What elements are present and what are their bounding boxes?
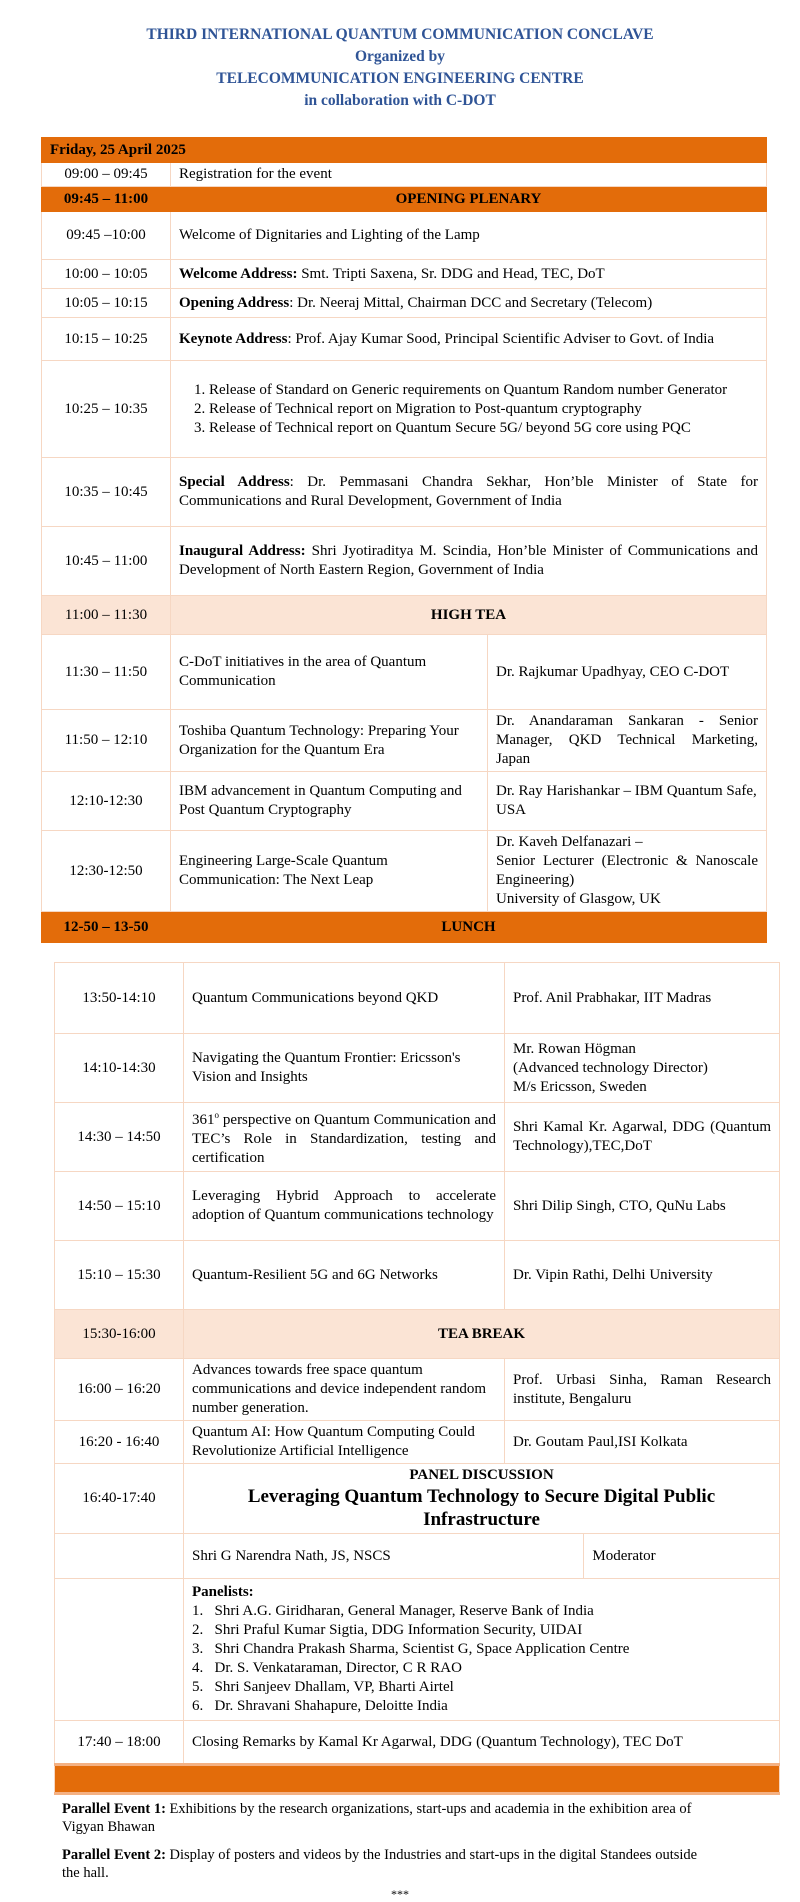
tea-break-row xyxy=(55,1310,780,1359)
session-text: Registration for the event xyxy=(171,163,767,187)
session-time: 12-50 – 13-50 xyxy=(42,912,171,943)
orange-divider xyxy=(55,1765,780,1794)
talk-title: Toshiba Quantum Technology: Preparing Your Organization for the Quantum Era xyxy=(171,710,488,772)
table-row xyxy=(42,212,767,260)
session-time: 16:40-17:40 xyxy=(55,1464,184,1534)
release-list xyxy=(171,361,767,458)
opening-plenary-row xyxy=(42,187,767,212)
table-row xyxy=(42,831,767,912)
session-time: 09:00 – 09:45 xyxy=(42,163,171,187)
table-row xyxy=(42,163,767,187)
session-time: 09:45 –10:00 xyxy=(42,212,171,260)
organized-by: Organized by xyxy=(355,48,445,65)
schedule-table-afternoon xyxy=(54,962,780,1795)
session-text: Opening Address: Dr. Neeraj Mittal, Chairman DCC and Secretary (Telecom) xyxy=(171,289,767,318)
talk-title: IBM advancement in Quantum Computing and Post Quantum Cryptography xyxy=(171,772,488,831)
session-heading: OPENING PLENARY xyxy=(171,187,767,212)
schedule-table-morning xyxy=(41,137,767,943)
table-row xyxy=(42,260,767,289)
list-item: 6. Dr. Shravani Shahapure, Deloitte India xyxy=(192,1698,448,1714)
parallel-events xyxy=(62,1800,702,1892)
empty-time xyxy=(55,1534,184,1579)
talk-title: Advances towards free space quantum communications and device independent random number generation. xyxy=(184,1359,505,1421)
table-row xyxy=(42,635,767,710)
closing-band xyxy=(55,1765,780,1794)
session-time: 16:20 - 16:40 xyxy=(55,1421,184,1464)
end-mark: *** xyxy=(391,1887,409,1901)
list-item: 3. Shri Chandra Prakash Sharma, Scientist G, Space Application Centre xyxy=(192,1641,630,1657)
session-text: Welcome of Dignitaries and Lighting of the Lamp xyxy=(171,212,767,260)
talk-title: Navigating the Quantum Frontier: Ericsson's Vision and Insights xyxy=(184,1034,505,1103)
date-label: Friday, 25 April 2025 xyxy=(42,138,767,163)
table-row xyxy=(42,527,767,596)
document-header xyxy=(0,0,800,112)
list-item: 4. Dr. S. Venkataraman, Director, C R RAO xyxy=(192,1660,462,1676)
session-text: Welcome Address: Smt. Tripti Saxena, Sr. DDG and Head, TEC, DoT xyxy=(171,260,767,289)
lunch-row xyxy=(42,912,767,943)
empty-time xyxy=(55,1579,184,1721)
list-item: 2. Release of Technical report on Migration to Post-quantum cryptography xyxy=(209,400,758,419)
session-text: Special Address: Dr. Pemmasani Chandra Sekhar, Hon’ble Minister of State for Communications and Rural Development, Government of India xyxy=(171,458,767,527)
panel-heading xyxy=(184,1464,780,1534)
list-item: 5. Shri Sanjeev Dhallam, VP, Bharti Airtel xyxy=(192,1679,454,1695)
table-row xyxy=(55,963,780,1034)
talk-speaker: Dr. Kaveh Delfanazari – Senior Lecturer (Electronic & Nanoscale Engineering) University of Glasgow, UK xyxy=(488,831,767,912)
session-time: 15:30-16:00 xyxy=(55,1310,184,1359)
talk-title: Engineering Large-Scale Quantum Communication: The Next Leap xyxy=(171,831,488,912)
table-row xyxy=(55,1359,780,1421)
talk-speaker: Prof. Urbasi Sinha, Raman Research institute, Bengaluru xyxy=(505,1359,780,1421)
talk-speaker: Dr. Rajkumar Upadhyay, CEO C-DOT xyxy=(488,635,767,710)
collaboration-line: in collaboration with C-DOT xyxy=(304,92,496,109)
session-text: Keynote Address: Prof. Ajay Kumar Sood, Principal Scientific Adviser to Govt. of India xyxy=(171,318,767,361)
date-row xyxy=(42,138,767,163)
session-time: 17:40 – 18:00 xyxy=(55,1721,184,1765)
talk-speaker: Mr. Rowan Högman (Advanced technology Director) M/s Ericsson, Sweden xyxy=(505,1034,780,1103)
parallel-event-1: Parallel Event 1: Exhibitions by the research organizations, start-ups and academia in the exhibition area of Vigyan Bhawan xyxy=(62,1801,692,1835)
session-time: 14:50 – 15:10 xyxy=(55,1172,184,1241)
session-time: 10:45 – 11:00 xyxy=(42,527,171,596)
organizer-name: TELECOMMUNICATION ENGINEERING CENTRE xyxy=(216,70,584,87)
session-time: 10:15 – 10:25 xyxy=(42,318,171,361)
table-row xyxy=(42,289,767,318)
table-row xyxy=(55,1241,780,1310)
session-time: 10:35 – 10:45 xyxy=(42,458,171,527)
talk-title: Quantum Communications beyond QKD xyxy=(184,963,505,1034)
session-time: 10:25 – 10:35 xyxy=(42,361,171,458)
parallel-event-2: Parallel Event 2: Display of posters and videos by the Industries and start-ups in the digital Standees outside the hall. xyxy=(62,1847,698,1881)
session-time: 11:50 – 12:10 xyxy=(42,710,171,772)
talk-title: Quantum-Resilient 5G and 6G Networks xyxy=(184,1241,505,1310)
session-time: 09:45 – 11:00 xyxy=(42,187,171,212)
talk-title: Leveraging Hybrid Approach to accelerate adoption of Quantum communications technology xyxy=(184,1172,505,1241)
table-row xyxy=(42,772,767,831)
moderator-name: Shri G Narendra Nath, JS, NSCS xyxy=(184,1534,584,1579)
session-heading: HIGH TEA xyxy=(171,596,767,635)
panelists-row xyxy=(55,1579,780,1721)
table-row xyxy=(42,710,767,772)
panel-title: Leveraging Quantum Technology to Secure Digital Public Infrastructure xyxy=(247,1486,716,1530)
talk-speaker: Dr. Goutam Paul,ISI Kolkata xyxy=(505,1421,780,1464)
talk-speaker: Dr. Anandaraman Sankaran - Senior Manager, QKD Technical Marketing, Japan xyxy=(488,710,767,772)
table-row xyxy=(42,361,767,458)
conclave-title: THIRD INTERNATIONAL QUANTUM COMMUNICATION CONCLAVE xyxy=(146,26,654,43)
talk-speaker: Shri Kamal Kr. Agarwal, DDG (Quantum Technology),TEC,DoT xyxy=(505,1103,780,1172)
session-heading: LUNCH xyxy=(171,912,767,943)
session-heading: TEA BREAK xyxy=(184,1310,780,1359)
session-time: 14:30 – 14:50 xyxy=(55,1103,184,1172)
session-time: 15:10 – 15:30 xyxy=(55,1241,184,1310)
table-row xyxy=(42,318,767,361)
table-row xyxy=(55,1103,780,1172)
session-text: Closing Remarks by Kamal Kr Agarwal, DDG (Quantum Technology), TEC DoT xyxy=(184,1721,780,1765)
table-row xyxy=(55,1421,780,1464)
session-time: 13:50-14:10 xyxy=(55,963,184,1034)
session-time: 12:30-12:50 xyxy=(42,831,171,912)
talk-speaker: Prof. Anil Prabhakar, IIT Madras xyxy=(505,963,780,1034)
list-item: 2. Shri Praful Kumar Sigtia, DDG Information Security, UIDAI xyxy=(192,1622,583,1638)
session-time: 12:10-12:30 xyxy=(42,772,171,831)
talk-title: Quantum AI: How Quantum Computing Could Revolutionize Artificial Intelligence xyxy=(184,1421,505,1464)
session-time: 11:00 – 11:30 xyxy=(42,596,171,635)
table-row xyxy=(42,458,767,527)
moderator-role: Moderator xyxy=(584,1534,780,1579)
table-row xyxy=(55,1172,780,1241)
talk-title: 361$^o$ perspective on Quantum Communication and TEC’s Role in Standardization, testing and certification xyxy=(184,1103,505,1172)
table-row xyxy=(55,1721,780,1765)
talk-title: C-DoT initiatives in the area of Quantum Communication xyxy=(171,635,488,710)
session-time: 11:30 – 11:50 xyxy=(42,635,171,710)
panelists-list: Panelists: 1. Shri A.G. Giridharan, General Manager, Reserve Bank of India 2. Shri Praful Kumar Sigtia, DDG Information Security, UIDAI 3. Shri Chandra Prakash Sharma, Scientist G, Space Application Centre 4. Dr. S. Venkataraman, Director, C R RAO 5. Shri Sanjeev Dhallam, VP, Bharti Airtel 6. Dr. Shravani Shahapure, Deloitte India xyxy=(184,1579,780,1721)
talk-speaker: Shri Dilip Singh, CTO, QuNu Labs xyxy=(505,1172,780,1241)
list-item: 1. Release of Standard on Generic requirements on Quantum Random number Generator xyxy=(209,381,758,400)
session-time: 16:00 – 16:20 xyxy=(55,1359,184,1421)
talk-speaker: Dr. Vipin Rathi, Delhi University xyxy=(505,1241,780,1310)
session-time: 10:05 – 10:15 xyxy=(42,289,171,318)
talk-speaker: Dr. Ray Harishankar – IBM Quantum Safe, USA xyxy=(488,772,767,831)
table-row xyxy=(55,1034,780,1103)
panel-label: PANEL DISCUSSION xyxy=(409,1467,554,1483)
list-item: 3. Release of Technical report on Quantum Secure 5G/ beyond 5G core using PQC xyxy=(209,419,758,438)
session-text: Inaugural Address: Shri Jyotiraditya M. Scindia, Hon’ble Minister of Communications and Development of North Eastern Region, Government of India xyxy=(171,527,767,596)
session-time: 10:00 – 10:05 xyxy=(42,260,171,289)
session-time: 14:10-14:30 xyxy=(55,1034,184,1103)
moderator-row xyxy=(55,1534,780,1579)
panel-row xyxy=(55,1464,780,1534)
list-item: 1. Shri A.G. Giridharan, General Manager, Reserve Bank of India xyxy=(192,1603,594,1619)
high-tea-row xyxy=(42,596,767,635)
